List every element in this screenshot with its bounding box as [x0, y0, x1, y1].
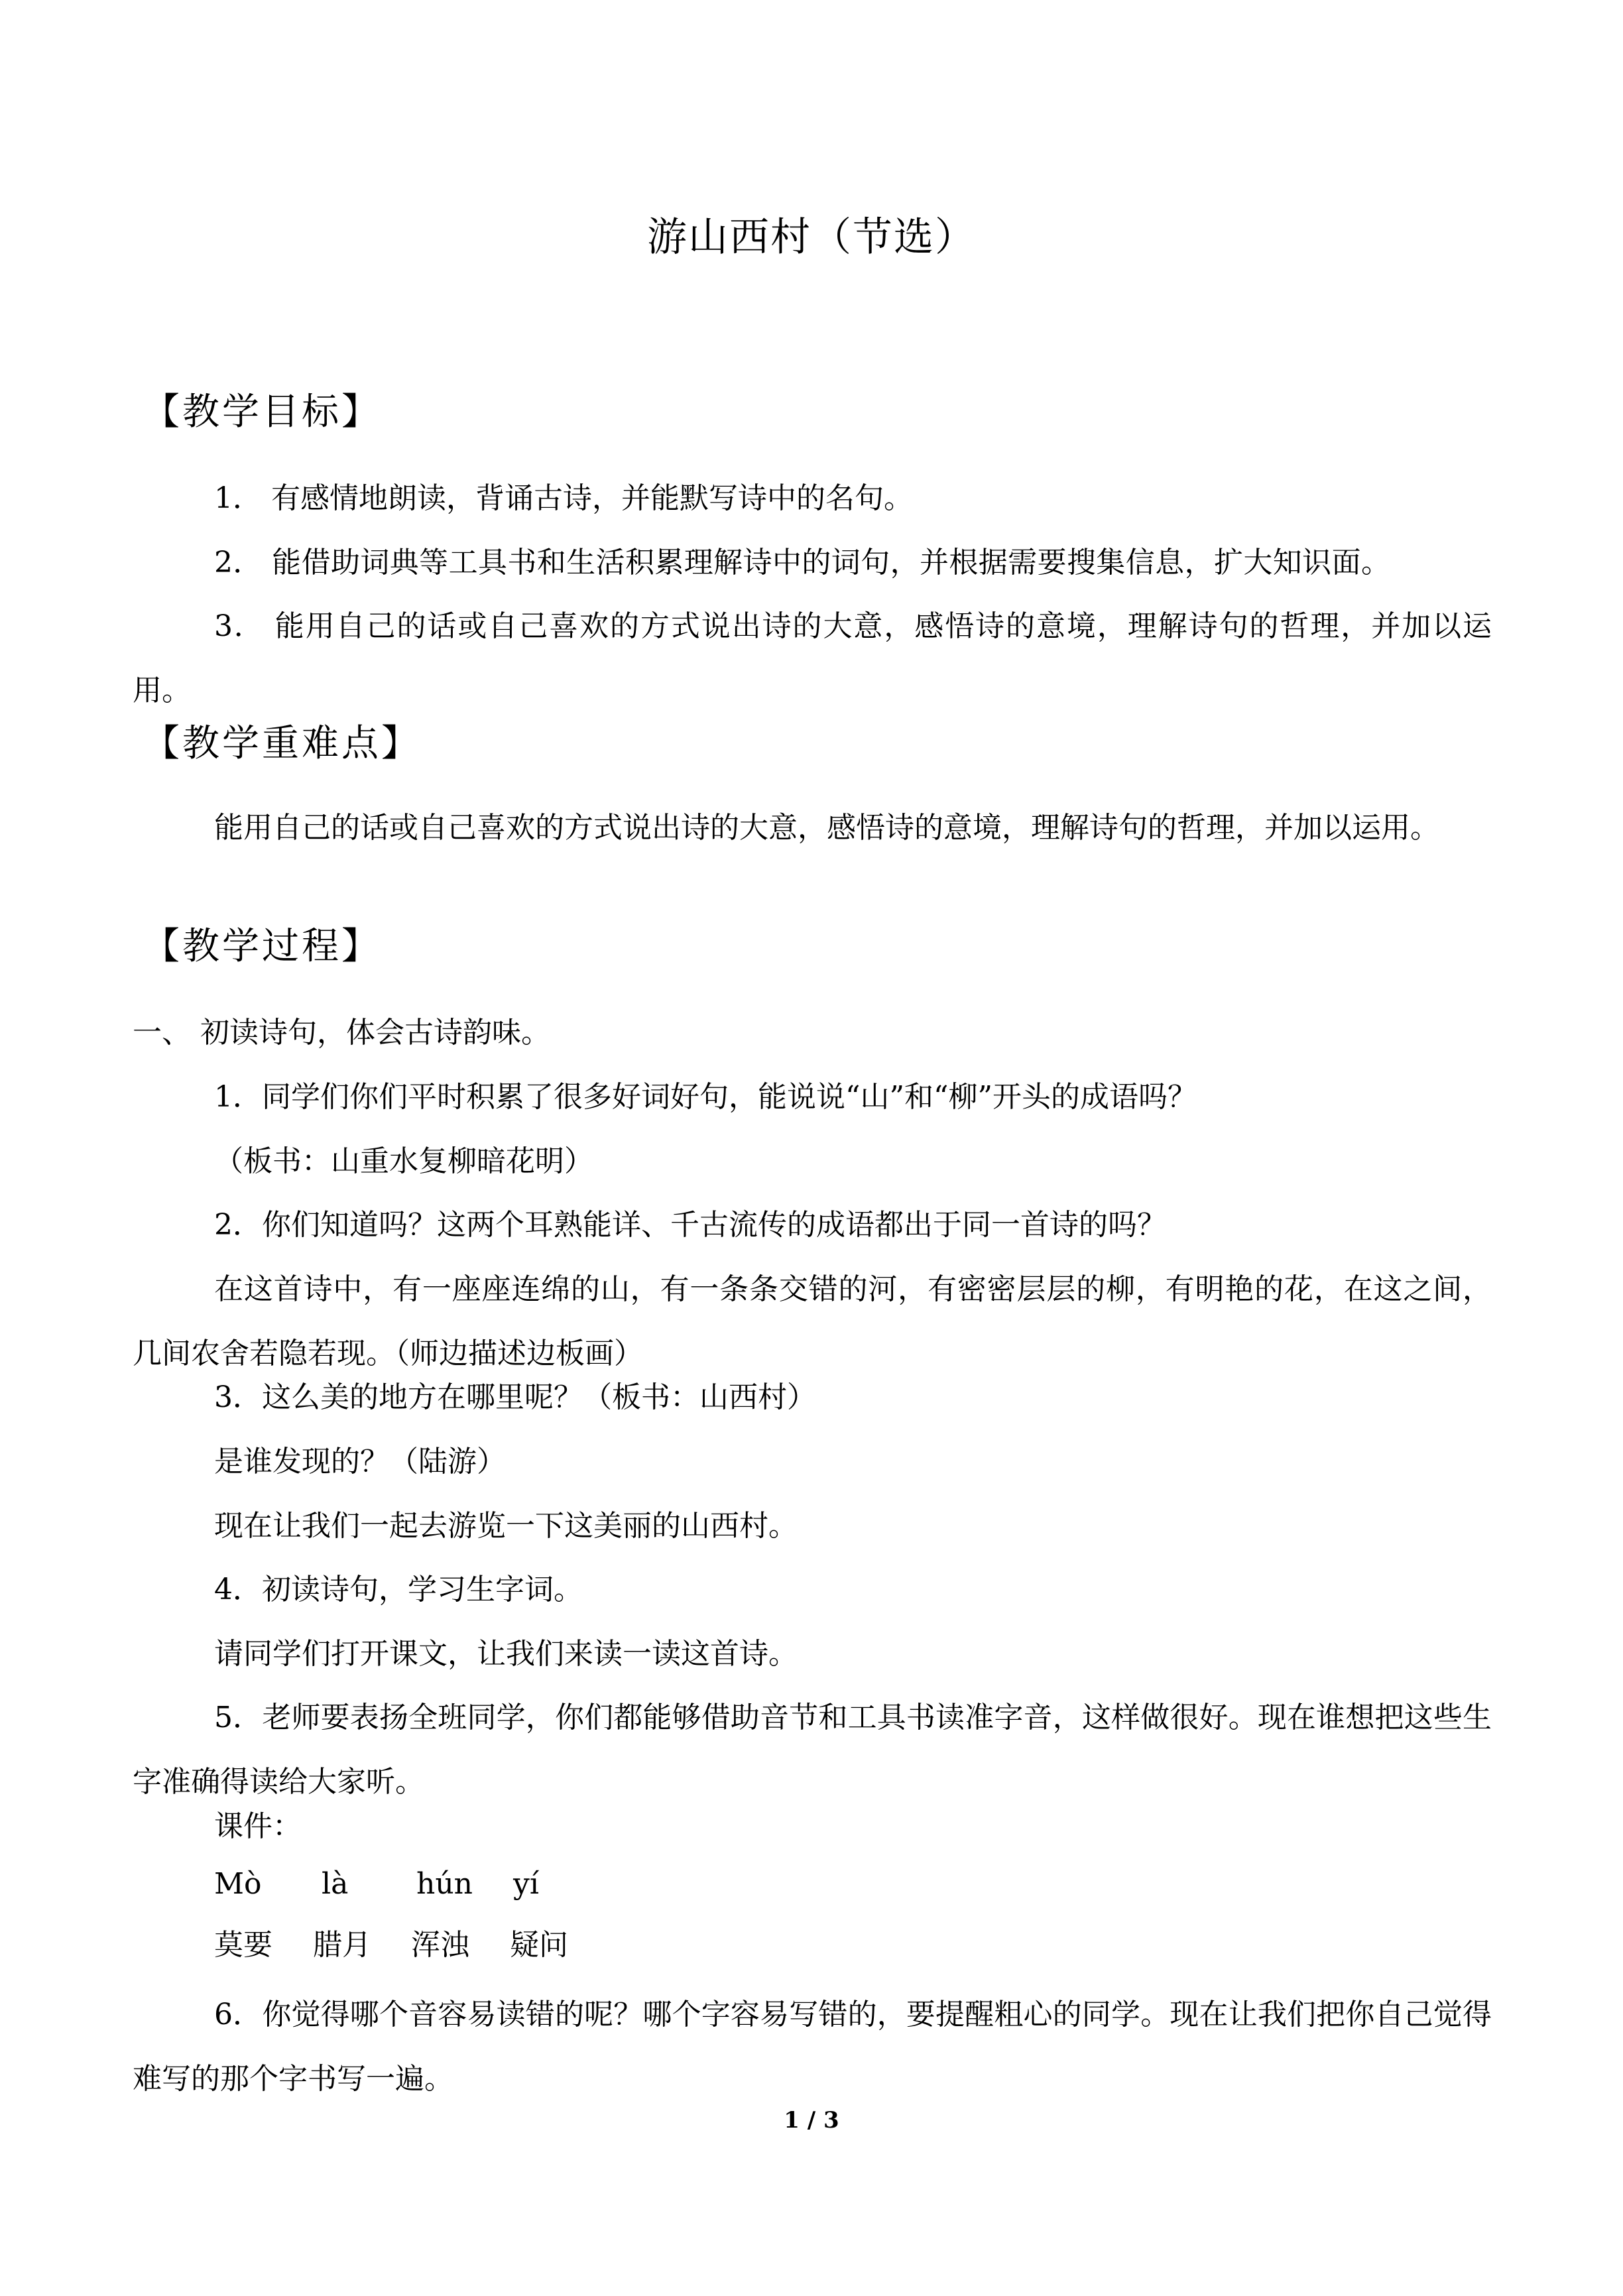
vocabulary-word: 莫要 — [214, 1928, 272, 1962]
page-number: 1 / 3 — [784, 2107, 839, 2134]
process-step2: 2．你们知道吗？这两个耳熟能详、千古流传的成语都出于同一首诗的吗？ — [214, 1208, 1166, 1242]
process-step3: 3．这么美的地方在哪里呢？（板书：山西村） — [214, 1380, 816, 1414]
key-points-text: 能用自己的话或自己喜欢的方式说出诗的大意，感悟诗的意境，理解诗句的哲理，并加以运用。 — [214, 811, 1439, 845]
process-part1-title: 一、 初读诗句，体会古诗韵味。 — [133, 1016, 550, 1050]
vocabulary-word: 疑问 — [510, 1928, 568, 1962]
heading-teaching-process: 【教学过程】 — [143, 925, 381, 968]
goal-item-2: 2． 能借助词典等工具书和生活积累理解诗中的词句，并根据需要搜集信息，扩大知识面。 — [214, 546, 1391, 579]
process-step1: 1．同学们你们平时积累了很多好词好句，能说说“山”和“柳”开头的成语吗？ — [214, 1080, 1197, 1114]
process-step5: 5．老师要表扬全班同学，你们都能够借助音节和工具书读准字音，这样做很好。现在谁想把这些生字准确得读给大家听。 — [133, 1701, 1492, 1799]
process-step2-description: 在这首诗中，有一座座连绵的山，有一条条交错的河，有密密层层的柳，有明艳的花，在这之间，几间农舍若隐若现。（师边描述边板画） — [133, 1272, 1492, 1370]
pinyin-item: hún — [416, 1867, 473, 1901]
pinyin-item: yí — [513, 1867, 539, 1901]
courseware-label: 课件： — [214, 1809, 302, 1843]
vocabulary-row — [0, 1925, 1623, 1965]
goal-item-1: 1． 有感情地朗读，背诵古诗，并能默写诗中的名句。 — [214, 481, 913, 515]
process-step4: 4．初读诗句，学习生字词。 — [214, 1573, 583, 1606]
process-step4-description: 请同学们打开课文，让我们来读一读这首诗。 — [214, 1637, 798, 1671]
goal-item-3: 3． 能用自己的话或自己喜欢的方式说出诗的大意，感悟诗的意境，理解诗句的哲理，并加以运用。 — [133, 609, 1492, 707]
heading-key-points: 【教学重难点】 — [143, 722, 421, 765]
vocabulary-word: 腊月 — [313, 1928, 371, 1962]
heading-teaching-goals: 【教学目标】 — [143, 391, 381, 434]
process-step3-invite: 现在让我们一起去游览一下这美丽的山西村。 — [214, 1509, 798, 1543]
pinyin-item: Mò — [214, 1867, 262, 1901]
process-step3-question: 是谁发现的？（陆游） — [214, 1445, 506, 1479]
process-step6: 6．你觉得哪个音容易读错的呢？哪个字容易写错的，要提醒粗心的同学。现在让我们把你自己觉得难写的那个字书写一遍。 — [133, 1998, 1492, 2096]
document-title: 游山西村（节选） — [647, 214, 976, 261]
pinyin-row — [0, 1864, 1623, 1904]
vocabulary-word: 浑浊 — [411, 1928, 469, 1962]
process-step1-note: （板书：山重水复柳暗花明） — [214, 1144, 593, 1178]
pinyin-item: là — [322, 1867, 349, 1901]
